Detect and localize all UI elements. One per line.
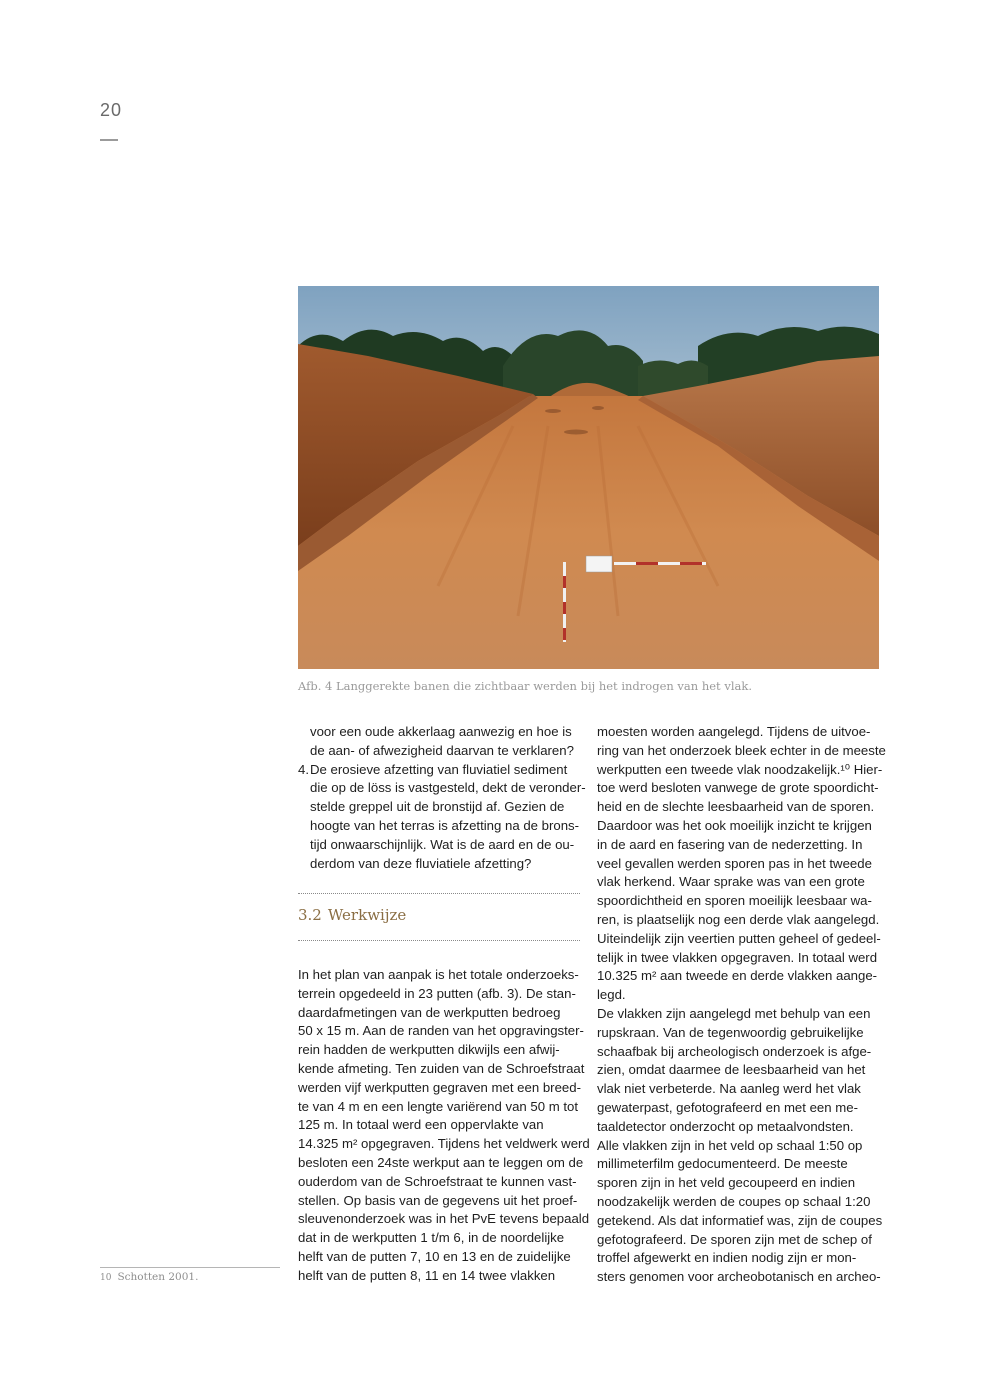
text-line: Alle vlakken zijn in het veld op schaal 1:50 op	[597, 1137, 863, 1153]
footnote	[100, 1271, 198, 1283]
text-line: te van 4 m en een lengte variërend van 50 m tot	[298, 1098, 579, 1114]
research-question-continuation	[310, 723, 574, 761]
text-line: ren, is plaatselijk nog een derde vlak aangelegd.	[597, 911, 880, 927]
text-line: de aan- of afwezigheid daarvan te verklaren?	[310, 742, 574, 758]
text-line: helft van de putten 7, 10 en 13 en de zuidelijke	[298, 1248, 571, 1264]
text-line: telijk in twee vlakken opgegraven. In totaal werd	[597, 949, 878, 965]
text-line: sters genomen voor archeobotanisch en archeo-	[597, 1269, 881, 1285]
page-number: 20	[100, 100, 123, 120]
text-line: toe werd besloten vanwege de grote spoordicht-	[597, 780, 879, 796]
text-line: voor een oude akkerlaag aanwezig en hoe is	[310, 724, 572, 739]
text-line: 50 x 15 m. Aan de randen van het opgravingster-	[298, 1023, 584, 1039]
text-line: in de aard en fasering van de nederzetting. In	[597, 836, 863, 852]
footnote-text: Schotten 2001.	[117, 1271, 199, 1283]
text-line: derdom van deze fluviatiele afzetting?	[310, 855, 532, 871]
text-line: sleuvenonderzoek was in het PvE tevens bepaald	[298, 1211, 590, 1227]
text-line: stellen. Op basis van de gegevens uit het proef-	[298, 1192, 578, 1208]
text-line: zien, omdat daarmee de leesbaarheid van het	[597, 1062, 866, 1078]
text-line: Uiteindelijk zijn veertien putten geheel of gedeel-	[597, 930, 881, 946]
text-line: hoogte van het terras is afzetting na de brons-	[310, 817, 580, 833]
text-line: In het plan van aanpak is het totale onderzoeks-	[298, 967, 579, 982]
text-line: rein hadden de werkputten dikwijls een afwij-	[298, 1042, 560, 1058]
text-line: moesten worden aangelegd. Tijdens de uitvoe-	[597, 724, 871, 739]
text-line: millimeterfilm gedocumenteerd. De meeste	[597, 1156, 848, 1172]
figure-caption: Afb. 4 Langgerekte banen die zichtbaar werden bij het indrogen van het vlak.	[298, 679, 752, 693]
text-line: vlak herkend. Waar sprake was van een grote	[597, 874, 865, 890]
section-rule-bottom	[298, 940, 580, 941]
section-rule-top	[298, 893, 580, 894]
text-line: vlak niet verbeterde. Na aanleg werd het vlak	[597, 1081, 861, 1097]
text-line: spoordichtheid en sporen moeilijk leesbaar wa-	[597, 893, 872, 909]
text-line: daardafmetingen van de werkputten bedroeg	[298, 1004, 561, 1020]
text-line: heid en de slechte leesbaarheid van de sporen.	[597, 799, 875, 815]
text-line: werkputten een tweede vlak noodzakelijk.¹⁰ Hier-	[597, 761, 883, 777]
text-line: ring van het onderzoek bleek echter in de meeste	[597, 742, 886, 758]
text-line: veel gevallen werden sporen pas in het tweede	[597, 855, 872, 871]
text-line: die op de löss is vastgesteld, dekt de veronder-	[310, 780, 586, 796]
text-line: tijd onwaarschijnlijk. Wat is de aard en de ou-	[310, 836, 575, 852]
excavation-photo	[298, 286, 879, 669]
text-line: troffel afgewerkt en indien nodig zijn er mon-	[597, 1250, 857, 1266]
text-line: sporen zijn in het veld gecoupeerd en indien	[597, 1175, 856, 1191]
text-line: ouderdom van de Schroefstraat te kunnen vast-	[298, 1173, 577, 1189]
text-line: kende afmeting. Ten zuiden van de Schroefstraat	[298, 1060, 585, 1076]
footnote-number: 10	[100, 1273, 112, 1283]
text-line: 125 m. In totaal werd een oppervlakte van	[298, 1117, 544, 1133]
text-line: gewaterpast, gefotografeerd en met een me-	[597, 1099, 858, 1115]
section-number: 3.2	[298, 906, 322, 924]
text-line: schaafbak bij archeologisch onderzoek is afge-	[597, 1043, 872, 1059]
text-line: De vlakken zijn aangelegd met behulp van een	[597, 1005, 871, 1021]
section-title: Werkwijze	[327, 906, 407, 924]
section-heading	[298, 906, 406, 924]
text-line: Daardoor was het ook moeilijk inzicht te krijgen	[597, 817, 872, 833]
text-line: dat in de werkputten 1 t/m 6, in de noordelijke	[298, 1230, 565, 1246]
text-line: 14.325 m² opgegraven. Tijdens het veldwerk werd	[298, 1136, 590, 1152]
text-line: legd.	[597, 987, 626, 1003]
text-line: besloten een 24ste werkput aan te leggen om de	[298, 1154, 584, 1170]
body-column-right	[597, 723, 886, 1287]
text-line: noodzakelijk werden de coupes op schaal 1:20	[597, 1193, 871, 1209]
text-line: terrein opgedeeld in 23 putten (afb. 3). De stan-	[298, 985, 576, 1001]
text-line: stelde greppel uit de bronstijd af. Gezien de	[310, 799, 565, 815]
text-line: De erosieve afzetting van fluviatiel sediment	[310, 761, 568, 777]
text-line: helft van de putten 8, 11 en 14 twee vlakken	[298, 1267, 556, 1283]
footnote-rule	[100, 1267, 280, 1268]
text-line: gefotografeerd. De sporen zijn met de schep of	[597, 1231, 872, 1247]
list-number: 4.	[298, 761, 309, 777]
text-line: rupskraan. Van de tegenwoordig gebruikelijke	[597, 1024, 864, 1040]
text-line: taaldetector onderzocht op metaalvondsten.	[597, 1118, 854, 1134]
text-line: 10.325 m² aan tweede en derde vlakken aange-	[597, 968, 878, 984]
text-line: werden vijf werkputten gegraven met een breed-	[298, 1079, 581, 1095]
body-column-left	[298, 966, 590, 1286]
page-number-underline	[100, 139, 118, 141]
text-line: getekend. Als dat informatief was, zijn de coupes	[597, 1212, 883, 1228]
